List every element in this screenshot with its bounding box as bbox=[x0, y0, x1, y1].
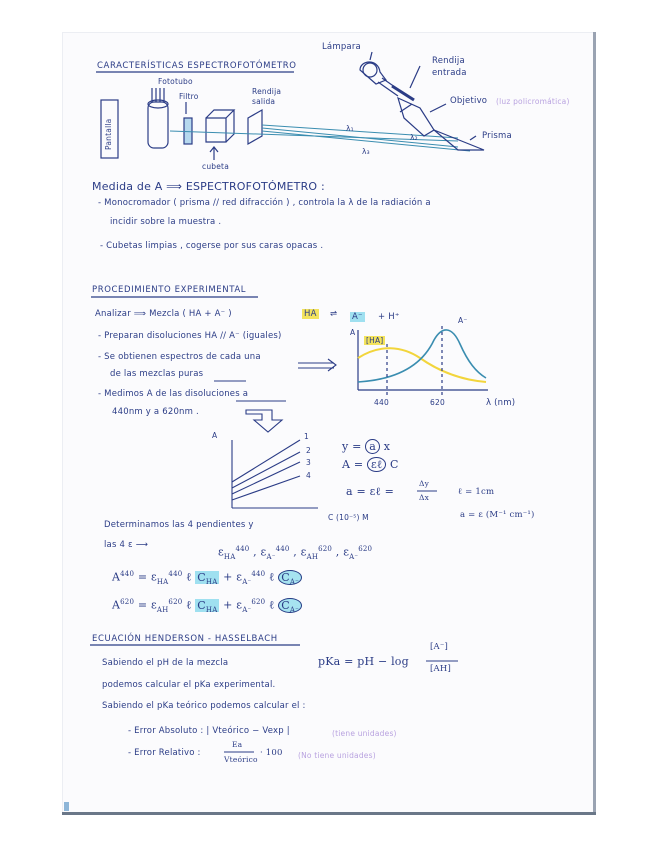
a620-eq: $A^{620} = \varepsilon_{AH}^{620}$ ℓ $C_{HA} + \varepsilon_{A^-}^{620}$ ℓ $C_{A^-}$ bbox=[112, 598, 302, 614]
err-abs-note: (tiene unidades) bbox=[332, 729, 397, 738]
calib-label-4: 4 bbox=[306, 471, 311, 480]
label-objetivo: Objetivo bbox=[450, 96, 488, 106]
spectrum-peak-label: A⁻ bbox=[458, 316, 468, 325]
rendija-salida bbox=[248, 110, 262, 144]
calib-line-1 bbox=[232, 440, 300, 482]
err-rel-note: (No tiene unidades) bbox=[298, 751, 376, 760]
label-rendija-salida-2: salida bbox=[252, 97, 276, 106]
calib-line-4 bbox=[232, 476, 300, 500]
section3-title: ECUACIÓN HENDERSON - HASSELBACH bbox=[92, 634, 278, 644]
calib-label-1: 1 bbox=[304, 432, 309, 441]
s2-bullet1: - Preparan disoluciones HA // A⁻ (iguales) bbox=[98, 331, 282, 341]
err-abs: - Error Absoluto : | Vteórico − Vexp | bbox=[128, 726, 290, 736]
eq-arrow: ⇌ bbox=[330, 309, 338, 319]
s2-bullet2b: de las mezclas puras bbox=[110, 369, 204, 379]
s1-line4: - Cubetas limpias , cogerse por sus caras opacas . bbox=[100, 241, 324, 251]
section2-title: PROCEDIMIENTO EXPERIMENTAL bbox=[92, 285, 247, 295]
eq-ha: HA bbox=[304, 309, 317, 319]
label-lambda1: λ₁ bbox=[346, 124, 354, 133]
calib-line-3 bbox=[232, 462, 300, 494]
objetivo-tube bbox=[398, 98, 434, 136]
down-arrow bbox=[246, 410, 282, 432]
label-filtro: Filtro bbox=[179, 92, 199, 101]
spectrum-xlabel: λ (nm) bbox=[486, 398, 516, 408]
s1-line1: Medida de A ⟹ ESPECTROFOTÓMETRO : bbox=[92, 180, 325, 193]
section1-title: CARACTERÍSTICAS ESPECTROFOTÓMETRO bbox=[97, 61, 297, 71]
label-rendija-entrada-2: entrada bbox=[432, 68, 467, 78]
hh-eq: pKa = pH − log bbox=[318, 655, 409, 668]
s2-bullet3a: - Medimos A de las disoluciones a bbox=[98, 389, 249, 399]
s2-analizar: Analizar ⟹ Mezcla ( HA + A⁻ ) bbox=[95, 309, 232, 319]
filtro-rect bbox=[184, 118, 192, 144]
label-rendija-salida-1: Rendija bbox=[252, 87, 282, 96]
a440-eq: $A^{440} = \varepsilon_{HA}^{440}$ ℓ $C_{HA} + \varepsilon_{A^-}^{440}$ ℓ $C_{A^-}$ bbox=[112, 570, 302, 586]
spectrum-tick-440: 440 bbox=[374, 398, 389, 407]
label-lambda3: λ₃ bbox=[362, 147, 370, 156]
spectrum-ylabel: A bbox=[350, 328, 356, 337]
calib-label-3: 3 bbox=[306, 458, 311, 467]
fototubo-cylinder bbox=[148, 102, 168, 148]
eq3-den: Δx bbox=[419, 493, 430, 502]
label-prisma: Prisma bbox=[482, 131, 512, 141]
s2-bullet2a: - Se obtienen espectros de cada una bbox=[98, 352, 261, 362]
det-line1: Determinamos las 4 pendientes y bbox=[104, 520, 254, 530]
eq-h: + H⁺ bbox=[378, 312, 400, 322]
eq4: a = ε (M⁻¹ cm⁻¹) bbox=[460, 510, 535, 520]
rendija-entrada bbox=[392, 86, 414, 100]
eps-list: $\varepsilon_{HA}^{440}$ , $\varepsilon_{A^-}^{440}$ , $\varepsilon_{AH}^{620}$ , $\varepsilon_{A^-}^{620}$ bbox=[218, 545, 373, 561]
err-rel-mult: · 100 bbox=[260, 748, 283, 758]
calib-label-2: 2 bbox=[306, 446, 311, 455]
spectrum-tick-620: 620 bbox=[430, 398, 445, 407]
eq1: y = a x bbox=[342, 440, 391, 453]
eq2: A = εℓ C bbox=[342, 458, 399, 471]
calib-xlabel: C (10⁻⁵) M bbox=[328, 513, 369, 522]
hh-num: [A⁻] bbox=[430, 642, 449, 652]
err-rel-den: Vteórico bbox=[224, 755, 258, 764]
eq3-num: Δy bbox=[419, 479, 430, 488]
s3-line1: Sabiendo el pH de la mezcla bbox=[102, 658, 229, 668]
hh-den: [AH] bbox=[430, 664, 451, 674]
s3-line3: Sabiendo el pKa teórico podemos calcular el : bbox=[102, 701, 306, 711]
s1-line2: - Monocromador ( prisma // red difracción ) , controla la λ de la radiación a bbox=[98, 198, 431, 208]
s3-line2: podemos calcular el pKa experimental. bbox=[102, 680, 276, 690]
s1-line3: incidir sobre la muestra . bbox=[110, 217, 222, 227]
calib-line-2 bbox=[232, 452, 300, 488]
eq3: a = εℓ = bbox=[346, 485, 395, 498]
label-rendija-entrada-1: Rendija bbox=[432, 56, 465, 66]
spectrum-box-label: [HA] bbox=[366, 336, 384, 345]
label-objetivo-note: (luz policromática) bbox=[496, 97, 570, 106]
label-lampara: Lámpara bbox=[322, 42, 361, 52]
label-lambda2: λ₂ bbox=[410, 133, 418, 142]
s2-bullet3b: 440nm y a 620nm . bbox=[112, 407, 199, 417]
cubeta-cube bbox=[206, 110, 234, 142]
err-rel-num: Ea bbox=[232, 740, 243, 749]
err-rel: - Error Relativo : bbox=[128, 748, 201, 758]
calib-ylabel: A bbox=[212, 431, 218, 440]
eq-a: A⁻ bbox=[352, 312, 363, 322]
det-line2: las 4 ε ⟶ bbox=[104, 540, 149, 550]
eq3-l: ℓ = 1cm bbox=[458, 487, 495, 497]
label-cubeta: cubeta bbox=[202, 162, 229, 171]
label-pantalla: Pantalla bbox=[104, 118, 113, 150]
spectrum-ha-curve bbox=[358, 348, 486, 382]
label-fototubo: Fototubo bbox=[158, 77, 193, 86]
